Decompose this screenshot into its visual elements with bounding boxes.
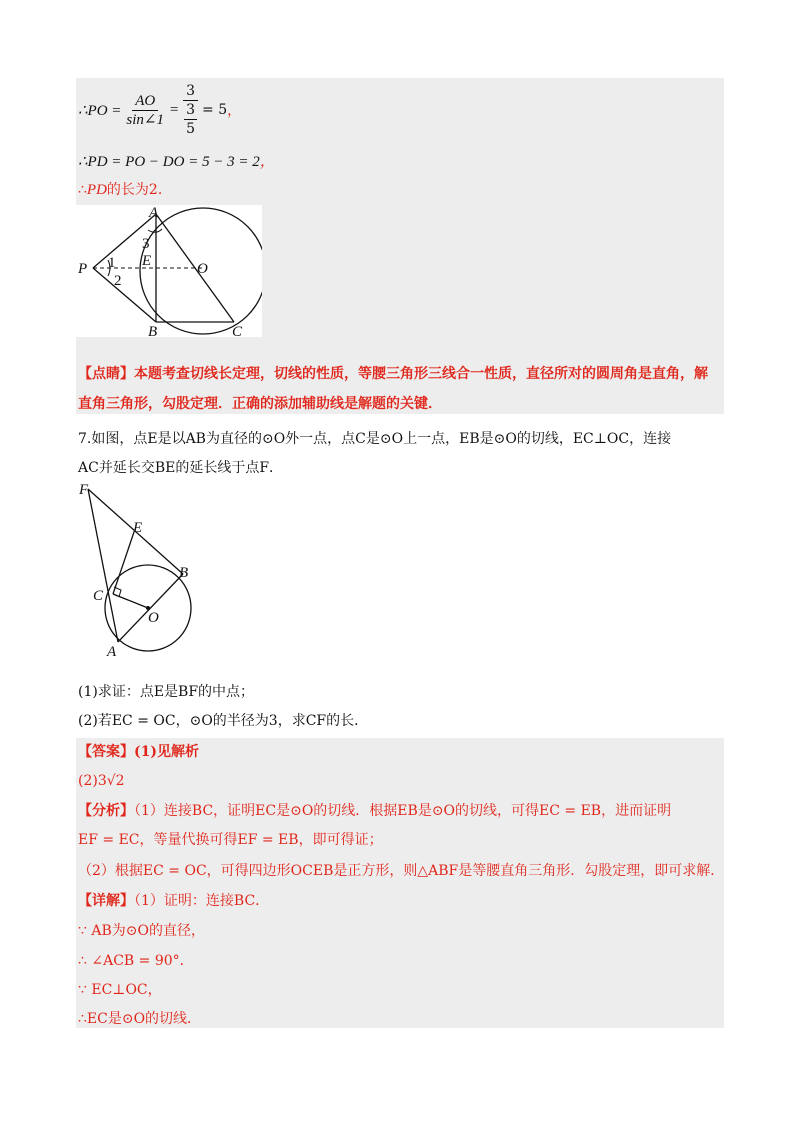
analysis-line2: EF = EC，等量代换可得EF = EB，即可得证； [78, 832, 383, 848]
label-a: A [149, 205, 159, 221]
answer-line2: (2)3√2 [78, 773, 125, 789]
geometry-figure-1 [76, 205, 262, 337]
label-o: O [197, 261, 208, 277]
problem7-line2: AC并延长交BE的延长线于点F． [78, 460, 284, 476]
label-1: 1 [108, 255, 116, 271]
label-f: F [79, 482, 89, 498]
label-c: C [93, 588, 104, 604]
fraction-3-over-3-5: 3 3 5 [181, 82, 200, 138]
label-b: B [179, 565, 189, 581]
pd-result: ∴PD的长为2． [78, 182, 172, 198]
label-3: 3 [142, 236, 150, 252]
detail-line1: 【详解】（1）证明：连接BC． [78, 893, 270, 909]
fraction-ao-sin1: $\frac{AO}{\sin\angle 1}$ [126, 92, 164, 128]
label-c: C [232, 324, 243, 337]
label-a: A [107, 644, 117, 660]
pd-equation: ∴PD = PO − DO = 5 − 3 = 2， [78, 154, 275, 170]
geometry-figure-2 [76, 480, 206, 660]
key-point-line1: 【点睛】本题考查切线长定理，切线的性质，等腰三角形三线合一性质，直径所对的圆周角是直角，解 [78, 366, 708, 382]
question-1: (1)求证：点E是BF的中点； [78, 684, 255, 700]
analysis-line3: （2）根据EC = OC，可得四边形OCEB是正方形，则△ABF是等腰直角三角形．勾股定理，即可求解． [78, 863, 725, 879]
po-equation: ∴PO = $\frac{AO}{\sin\angle 1}$ = 3 3 5 = 5 ， [78, 83, 242, 137]
label-e: E [142, 253, 152, 269]
answer-line1: 【答案】(1)见解析 [78, 744, 199, 760]
label-o: O [148, 610, 159, 626]
label-e: E [133, 520, 143, 536]
question-2: (2)若EC = OC，⊙O的半径为3，求CF的长． [78, 713, 369, 729]
detail-line3: ∴ ∠ACB = 90°． [78, 953, 194, 969]
detail-line5: ∴EC是⊙O的切线． [78, 1011, 202, 1027]
label-b: B [148, 324, 158, 337]
problem7-line1: 7.如图，点E是以AB为直径的⊙O外一点，点C是⊙O上一点，EB是⊙O的切线，EC⊥OC，连接 [78, 431, 672, 447]
solution-block-bottom [76, 738, 724, 1028]
label-p: P [78, 261, 88, 277]
detail-line2: ∵ AB为⊙O的直径， [78, 923, 205, 939]
label-2: 2 [114, 273, 122, 289]
key-point-line2: 直角三角形，勾股定理．正确的添加辅助线是解题的关键． [78, 396, 442, 412]
analysis-line1: 【分析】（1）连接BC，证明EC是⊙O的切线．根据EB是⊙O的切线，可得EC = EB，进而证明 [78, 803, 672, 819]
detail-line4: ∵ EC⊥OC， [78, 982, 162, 998]
